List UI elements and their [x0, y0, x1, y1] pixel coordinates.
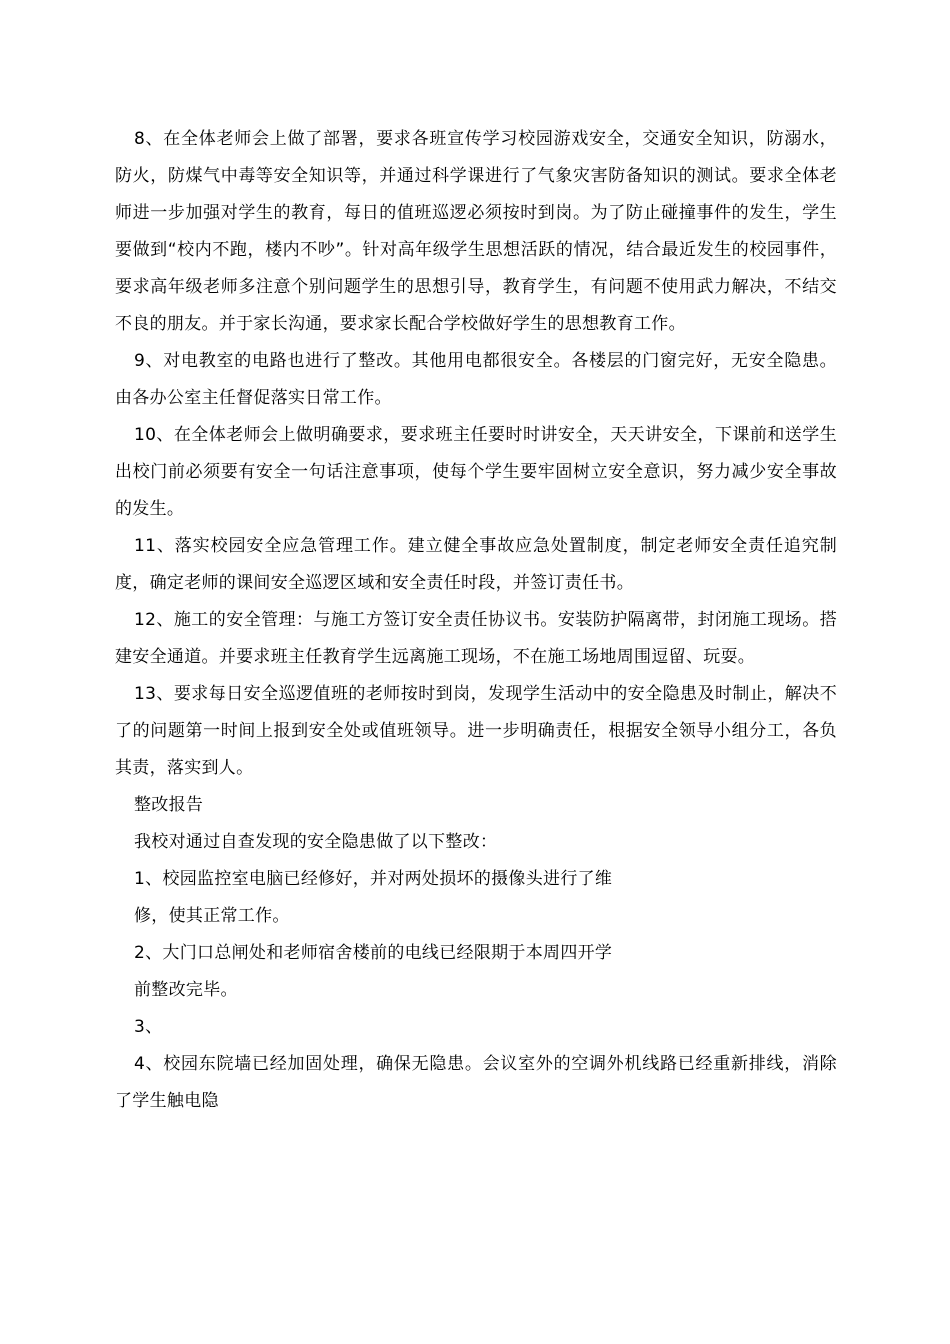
paragraph-item-9: 9、对电教室的电路也进行了整改。其他用电都很安全。各楼层的门窗完好，无安全隐患。由各办公室主任督促落实日常工作。 — [115, 351, 837, 408]
paragraph-item-11: 11、落实校园安全应急管理工作。建立健全事故应急处置制度，制定老师安全责任追究制度，确定老师的课间安全巡逻区域和安全责任时段，并签订责任书。 — [115, 536, 837, 593]
report-item-2-line-1: 2、大门口总闸处和老师宿舍楼前的电线已经限期于本周四开学 — [134, 943, 613, 963]
report-item-1-line-2: 修，使其正常工作。 — [134, 906, 290, 926]
report-item-2-line-2: 前整改完毕。 — [134, 980, 238, 1000]
paragraph-item-8: 8、在全体老师会上做了部署，要求各班宣传学习校园游戏安全，交通安全知识，防溺水，防火，防煤气中毒等安全知识等，并通过科学课进行了气象灾害防备知识的测试。要求全体老师进一步加强对学生的教育，每日的值班巡逻必须按时到岗。为了防止碰撞事件的发生，学生要做到“校内不跑，楼内不吵”。针对高年级学生思想活跃的情况，结合最近发生的校园事件，要求高年级老师多注意个别问题学生的思想引导，教育学生，有问题不使用武力解决，不结交不良的朋友。并于家长沟通，要求家长配合学校做好学生的思想教育工作。 — [115, 129, 837, 334]
report-item-1-line-1: 1、校园监控室电脑已经修好，并对两处损坏的摄像头进行了维 — [134, 869, 613, 889]
paragraph-item-12: 12、施工的安全管理：与施工方签订安全责任协议书。安装防护隔离带，封闭施工现场。搭建安全通道。并要求班主任教育学生远离施工现场，不在施工场地周围逗留、玩耍。 — [115, 610, 837, 667]
report-item-4: 4、校园东院墙已经加固处理，确保无隐患。会议室外的空调外机线路已经重新排线，消除了学生触电隐 — [115, 1054, 837, 1111]
document-body — [115, 121, 837, 1120]
paragraph-item-13: 13、要求每日安全巡逻值班的老师按时到岗，发现学生活动中的安全隐患及时制止，解决不了的问题第一时间上报到安全处或值班领导。进一步明确责任，根据安全领导小组分工，各负其责，落实到人。 — [115, 684, 837, 778]
report-item-3: 3、 — [134, 1017, 163, 1037]
report-intro: 我校对通过自查发现的安全隐患做了以下整改： — [134, 832, 498, 852]
paragraph-item-10: 10、在全体老师会上做明确要求，要求班主任要时时讲安全，天天讲安全，下课前和送学生出校门前必须要有安全一句话注意事项，使每个学生要牢固树立安全意识，努力减少安全事故的发生。 — [115, 425, 837, 519]
report-title: 整改报告 — [134, 795, 204, 815]
